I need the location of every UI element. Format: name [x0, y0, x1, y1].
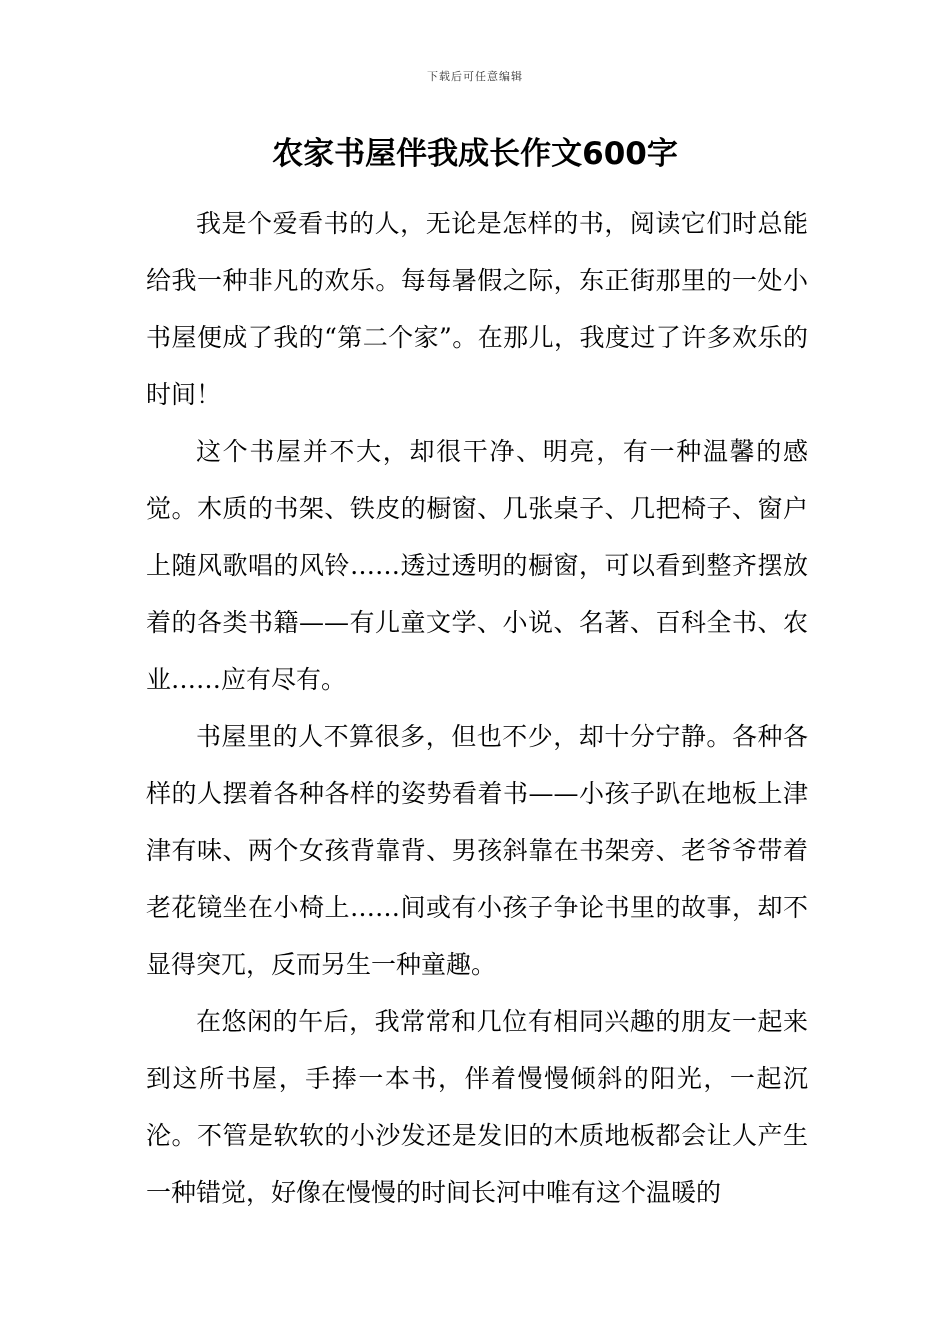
- paragraph-2: 这个书屋并不大，却很干净、明亮，有一种温馨的感觉。木质的书架、铁皮的橱窗、几张桌子、几把椅子、窗户上随风歌唱的风铃……透过透明的橱窗，可以看到整齐摆放着的各类书籍——有儿童文学、小说、名著、百科全书、农业……应有尽有。: [146, 437, 808, 694]
- header-note: 下载后可任意编辑: [427, 70, 523, 83]
- document-title: 农家书屋伴我成长作文600字: [272, 136, 678, 172]
- document-body: [146, 195, 808, 1221]
- paragraph-4: 在悠闲的午后，我常常和几位有相同兴趣的朋友一起来到这所书屋，手捧一本书，伴着慢慢倾斜的阳光，一起沉沦。不管是软软的小沙发还是发旧的木质地板都会让人产生一种错觉，好像在慢慢的时间长河中唯有这个温暖的: [146, 1007, 808, 1207]
- paragraph-1: 我是个爱看书的人，无论是怎样的书，阅读它们时总能给我一种非凡的欢乐。每每暑假之际，东正街那里的一处小书屋便成了我的“第二个家”。在那儿，我度过了许多欢乐的时间！: [146, 209, 808, 409]
- paragraph-3: 书屋里的人不算很多，但也不少，却十分宁静。各种各样的人摆着各种各样的姿势看着书——小孩子趴在地板上津津有味、两个女孩背靠背、男孩斜靠在书架旁、老爷爷带着老花镜坐在小椅上……间或有小孩子争论书里的故事，却不显得突兀，反而另生一种童趣。: [146, 722, 808, 979]
